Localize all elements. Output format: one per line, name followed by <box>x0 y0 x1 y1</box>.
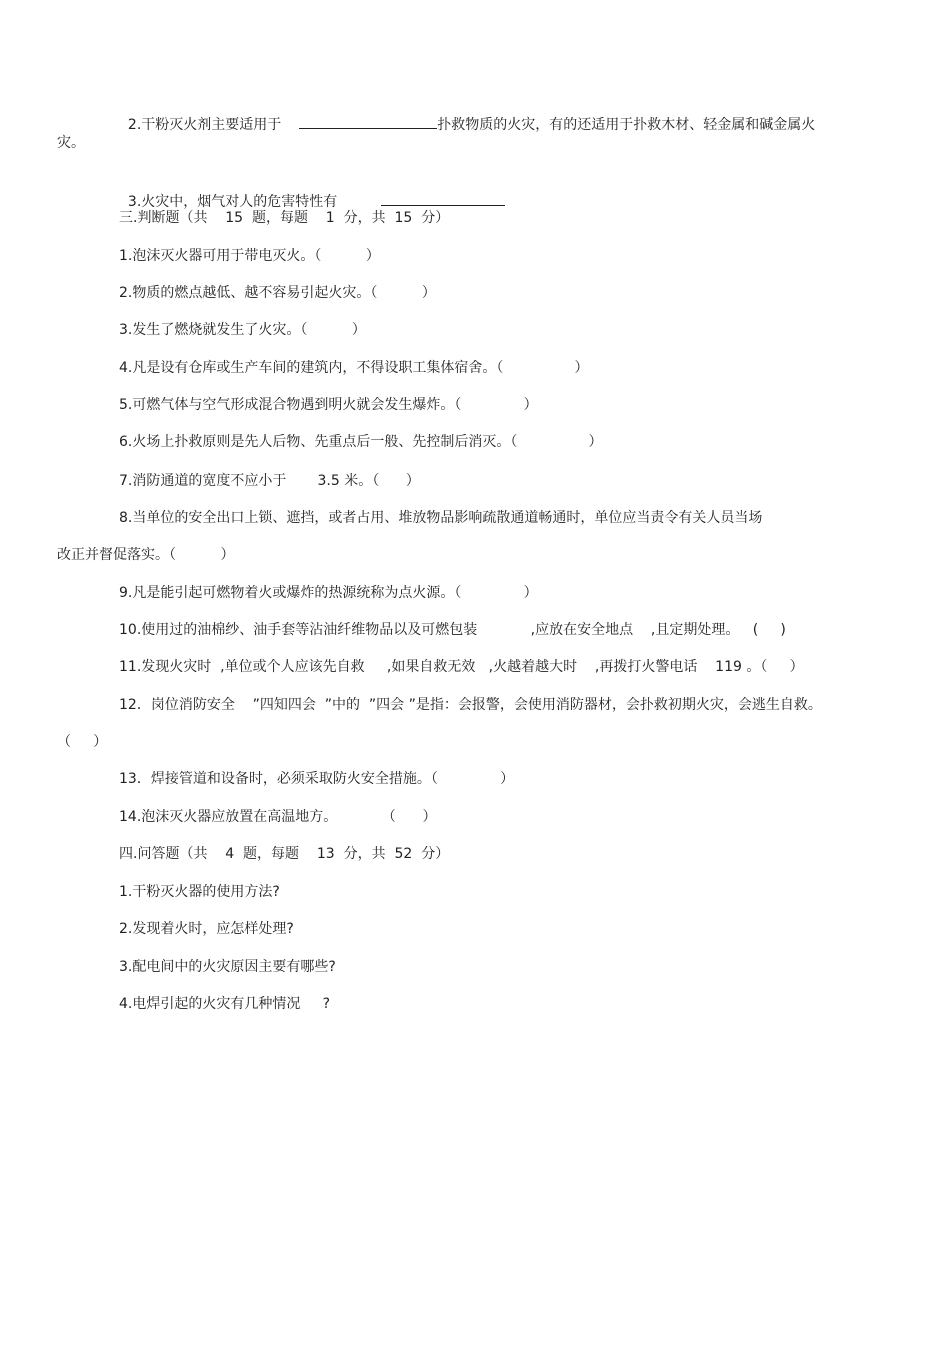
section-heading-true-false: 三.判断题（共 15 题，每题 1 分，共 15 分） <box>119 210 450 226</box>
tf-question: 9.凡是能引起可燃物着火或爆炸的热源统称为点火源。（ ） <box>119 585 538 601</box>
tf-question: 5.可燃气体与空气形成混合物遇到明火就会发生爆炸。（ ） <box>119 397 538 413</box>
qa-question: 2.发现着火时，应怎样处理? <box>119 921 294 937</box>
tf-question-continued: 改正并督促落实。（ ） <box>57 547 235 563</box>
tf-question: 8.当单位的安全出口上锁、遮挡，或者占用、堆放物品影响疏散通道畅通时，单位应当责令有关人员当场 <box>119 510 763 526</box>
qa-question: 3.配电间中的火灾原因主要有哪些? <box>119 959 336 975</box>
tf-question: 6.火场上扑救原则是先人后物、先重点后一般、先控制后消灭。（ ） <box>119 434 603 450</box>
question-fill-2-part2: 扑救物质的火灾，有的还适用于扑救木材、轻金属和碱金属火 <box>437 117 816 133</box>
question-fill-2 <box>119 95 815 134</box>
tf-question: 3.发生了燃烧就发生了火灾。（ ） <box>119 322 366 338</box>
tf-question: 10.使用过的油棉纱、油手套等沾油纤维物品以及可燃包装 ,应放在安全地点 ,且定期处理。 ( ) <box>119 622 786 638</box>
tf-question: 4.凡是设有仓库或生产车间的建筑内，不得设职工集体宿舍。（ ） <box>119 360 589 376</box>
tf-question: 2.物质的燃点越低、越不容易引起火灾。（ ） <box>119 285 436 301</box>
question-fill-3-text: 3.火灾中，烟气对人的危害特性有 <box>127 194 338 210</box>
tf-question: 7.消防通道的宽度不应小于 3.5 米。（ ） <box>119 473 420 489</box>
question-fill-2-part1: 2.干粉灭火剂主要适用于 <box>127 117 282 133</box>
section-heading-questions: 四.问答题（共 4 题，每题 13 分，共 52 分） <box>119 846 450 862</box>
tf-question-continued: （ ） <box>57 734 108 750</box>
tf-question: 11.发现火灾时 ,单位或个人应该先自救 ,如果自救无效 ,火越着越大时 ,再拨打火警电话 119 。（ ） <box>119 659 804 675</box>
question-fill-3 <box>119 172 505 211</box>
tf-question: 1.泡沫灭火器可用于带电灭火。（ ） <box>119 248 380 264</box>
question-fill-2-continued: 灾。 <box>57 135 85 151</box>
qa-question: 4.电焊引起的火灾有几种情况 ? <box>119 996 331 1012</box>
answer-blank <box>299 113 437 129</box>
qa-question: 1.干粉灭火器的使用方法? <box>119 884 280 900</box>
tf-question: 14.泡沫灭火器应放置在高温地方。 （ ） <box>119 809 437 825</box>
tf-question: 13．焊接管道和设备时，必须采取防火安全措施。（ ） <box>119 771 515 787</box>
tf-question: 12．岗位消防安全 ”四知四会 ”中的 ”四会 ”是指：会报警，会使用消防器材，会扑救初期火灾，会逃生自救。 <box>119 697 822 713</box>
answer-blank <box>381 190 505 206</box>
